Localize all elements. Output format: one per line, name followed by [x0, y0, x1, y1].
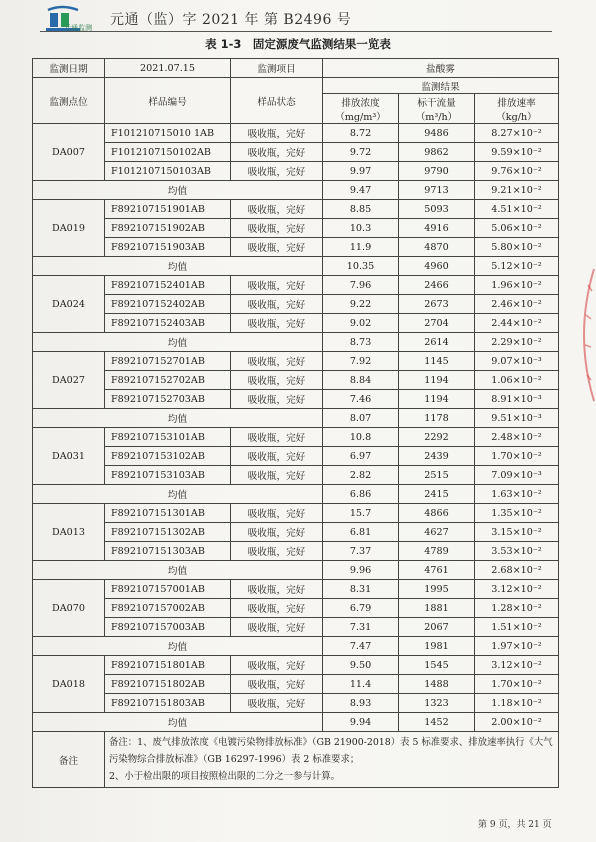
average-row	[33, 257, 559, 276]
flow: 9790	[399, 162, 475, 181]
emission-rate: 4.51×10⁻²	[475, 200, 559, 219]
table-row	[33, 428, 559, 447]
sample-number: F892107151301AB	[105, 504, 231, 523]
emission-rate: 2.44×10⁻²	[475, 314, 559, 333]
sample-state: 吸收瓶，完好	[231, 276, 323, 295]
emission-rate: 3.15×10⁻²	[475, 523, 559, 542]
header-rule	[40, 31, 552, 32]
sample-state: 吸收瓶，完好	[231, 352, 323, 371]
sample-state: 吸收瓶，完好	[231, 143, 323, 162]
emission-rate: 1.70×10⁻²	[475, 675, 559, 694]
sample-state: 吸收瓶，完好	[231, 314, 323, 333]
emission-rate: 5.80×10⁻²	[475, 238, 559, 257]
remarks-row	[33, 732, 559, 788]
flow: 1194	[399, 371, 475, 390]
average-row	[33, 713, 559, 732]
table-row	[33, 219, 559, 238]
average-rate: 9.51×10⁻³	[475, 409, 559, 428]
red-seal-stamp-icon	[568, 265, 596, 405]
concentration: 7.37	[323, 542, 399, 561]
flow: 2466	[399, 276, 475, 295]
emission-rate: 1.35×10⁻²	[475, 504, 559, 523]
concentration: 6.97	[323, 447, 399, 466]
emission-rate: 1.18×10⁻²	[475, 694, 559, 713]
sample-state: 吸收瓶，完好	[231, 124, 323, 143]
average-row	[33, 333, 559, 352]
table-row	[33, 238, 559, 257]
flow: 9862	[399, 143, 475, 162]
concentration: 7.96	[323, 276, 399, 295]
flow: 1323	[399, 694, 475, 713]
concentration: 9.22	[323, 295, 399, 314]
average-flow: 4960	[399, 257, 475, 276]
average-flow: 2614	[399, 333, 475, 352]
emission-rate: 1.51×10⁻²	[475, 618, 559, 637]
conc-header: 排放浓度 （mg/m³）	[323, 94, 399, 124]
table-row	[33, 542, 559, 561]
table-row	[33, 656, 559, 675]
emission-rate: 7.09×10⁻³	[475, 466, 559, 485]
monitoring-point: DA024	[33, 276, 105, 333]
average-flow: 1178	[399, 409, 475, 428]
monitoring-point: DA018	[33, 656, 105, 713]
flow: 9486	[399, 124, 475, 143]
average-row	[33, 637, 559, 656]
average-concentration: 8.73	[323, 333, 399, 352]
emission-rate: 1.06×10⁻²	[475, 371, 559, 390]
sample-state: 吸收瓶，完好	[231, 504, 323, 523]
concentration: 8.85	[323, 200, 399, 219]
flow: 1194	[399, 390, 475, 409]
flow: 2704	[399, 314, 475, 333]
flow: 1488	[399, 675, 475, 694]
concentration: 2.82	[323, 466, 399, 485]
flow: 2515	[399, 466, 475, 485]
flow: 1881	[399, 599, 475, 618]
flow: 1545	[399, 656, 475, 675]
average-rate: 1.63×10⁻²	[475, 485, 559, 504]
average-label: 均值	[33, 561, 323, 580]
emission-rate: 5.06×10⁻²	[475, 219, 559, 238]
sample-number: F892107157003AB	[105, 618, 231, 637]
average-label: 均值	[33, 333, 323, 352]
table-row	[33, 162, 559, 181]
average-concentration: 9.96	[323, 561, 399, 580]
date-label: 监测日期	[33, 59, 105, 78]
average-row	[33, 485, 559, 504]
table-row	[33, 276, 559, 295]
concentration: 9.72	[323, 143, 399, 162]
sample-number: F892107153103AB	[105, 466, 231, 485]
sample-state: 吸收瓶，完好	[231, 542, 323, 561]
sample-number: F892107152402AB	[105, 295, 231, 314]
sample-state: 吸收瓶，完好	[231, 466, 323, 485]
remarks-text	[105, 732, 559, 788]
concentration: 11.9	[323, 238, 399, 257]
sample-number: F892107151802AB	[105, 675, 231, 694]
date-value: 2021.07.15	[105, 59, 231, 78]
flow: 5093	[399, 200, 475, 219]
sample-no-header: 样品编号	[105, 78, 231, 124]
average-concentration: 7.47	[323, 637, 399, 656]
sample-state: 吸收瓶，完好	[231, 428, 323, 447]
emission-rate: 9.59×10⁻²	[475, 143, 559, 162]
table-row	[33, 124, 559, 143]
average-label: 均值	[33, 181, 323, 200]
average-flow: 1981	[399, 637, 475, 656]
average-rate: 5.12×10⁻²	[475, 257, 559, 276]
sample-state: 吸收瓶，完好	[231, 390, 323, 409]
sample-state: 吸收瓶，完好	[231, 371, 323, 390]
average-flow: 1452	[399, 713, 475, 732]
sample-state: 吸收瓶，完好	[231, 162, 323, 181]
monitoring-point: DA007	[33, 124, 105, 181]
average-rate: 2.68×10⁻²	[475, 561, 559, 580]
average-rate: 9.21×10⁻²	[475, 181, 559, 200]
concentration: 7.46	[323, 390, 399, 409]
average-label: 均值	[33, 637, 323, 656]
table-row	[33, 580, 559, 599]
sample-number: F892107152703AB	[105, 390, 231, 409]
concentration: 6.81	[323, 523, 399, 542]
sample-state: 吸收瓶，完好	[231, 238, 323, 257]
emission-rate: 2.46×10⁻²	[475, 295, 559, 314]
average-concentration: 8.07	[323, 409, 399, 428]
average-concentration: 9.47	[323, 181, 399, 200]
remarks-line-1: 备注：1、废气排放浓度《电镀污染物排放标准》（GB 21900-2018）表 5 标准要求、排放速率执行《大气污染物综合排放标准》（GB 16297-1996）表 2 标准要求；	[109, 737, 553, 765]
average-rate: 2.00×10⁻²	[475, 713, 559, 732]
flow-header: 标干流量 （m³/h）	[399, 94, 475, 124]
average-rate: 1.97×10⁻²	[475, 637, 559, 656]
sample-number: F892107151801AB	[105, 656, 231, 675]
flow: 2292	[399, 428, 475, 447]
table-row	[33, 675, 559, 694]
sample-number: F892107153102AB	[105, 447, 231, 466]
flow: 2439	[399, 447, 475, 466]
results-table	[32, 58, 559, 788]
item-label: 监测项目	[231, 59, 323, 78]
emission-rate: 1.70×10⁻²	[475, 447, 559, 466]
sample-number: F892107151303AB	[105, 542, 231, 561]
monitoring-point: DA013	[33, 504, 105, 561]
sample-number: F892107153101AB	[105, 428, 231, 447]
table-row	[33, 618, 559, 637]
average-concentration: 6.86	[323, 485, 399, 504]
table-row	[33, 390, 559, 409]
flow: 4627	[399, 523, 475, 542]
sample-number: F892107152401AB	[105, 276, 231, 295]
emission-rate: 2.48×10⁻²	[475, 428, 559, 447]
sample-number: F892107152701AB	[105, 352, 231, 371]
results-header: 监测结果	[323, 78, 559, 94]
sample-number: F1012107150103AB	[105, 162, 231, 181]
emission-rate: 9.76×10⁻²	[475, 162, 559, 181]
emission-rate: 8.27×10⁻²	[475, 124, 559, 143]
flow: 1145	[399, 352, 475, 371]
average-concentration: 10.35	[323, 257, 399, 276]
header-row-1	[33, 78, 559, 94]
emission-rate: 3.12×10⁻²	[475, 656, 559, 675]
concentration: 9.97	[323, 162, 399, 181]
remarks-label: 备注	[33, 732, 105, 788]
sample-state: 吸收瓶，完好	[231, 219, 323, 238]
average-flow: 9713	[399, 181, 475, 200]
concentration: 8.84	[323, 371, 399, 390]
average-row	[33, 409, 559, 428]
table-row	[33, 143, 559, 162]
point-header: 监测点位	[33, 78, 105, 124]
monitoring-point: DA019	[33, 200, 105, 257]
concentration: 7.92	[323, 352, 399, 371]
table-row	[33, 352, 559, 371]
average-row	[33, 561, 559, 580]
sample-number: F892107151302AB	[105, 523, 231, 542]
sample-state: 吸收瓶，完好	[231, 599, 323, 618]
concentration: 10.8	[323, 428, 399, 447]
average-flow: 4761	[399, 561, 475, 580]
sample-number: F101210715010 1AB	[105, 124, 231, 143]
table-row	[33, 371, 559, 390]
item-value: 盐酸雾	[323, 59, 559, 78]
sample-number: F892107151803AB	[105, 694, 231, 713]
meta-row	[33, 59, 559, 78]
emission-rate: 1.96×10⁻²	[475, 276, 559, 295]
sample-state-header: 样品状态	[231, 78, 323, 124]
average-flow: 2415	[399, 485, 475, 504]
emission-rate: 8.91×10⁻³	[475, 390, 559, 409]
average-row	[33, 181, 559, 200]
concentration: 8.31	[323, 580, 399, 599]
concentration: 15.7	[323, 504, 399, 523]
sample-number: F892107151901AB	[105, 200, 231, 219]
concentration: 7.31	[323, 618, 399, 637]
table-row	[33, 447, 559, 466]
sample-number: F892107152702AB	[105, 371, 231, 390]
table-row	[33, 200, 559, 219]
sample-number: F892107151903AB	[105, 238, 231, 257]
average-label: 均值	[33, 713, 323, 732]
average-concentration: 9.94	[323, 713, 399, 732]
sample-number: F892107157001AB	[105, 580, 231, 599]
table-row	[33, 599, 559, 618]
table-row	[33, 314, 559, 333]
table-row	[33, 523, 559, 542]
monitoring-point: DA027	[33, 352, 105, 409]
emission-rate: 3.12×10⁻²	[475, 580, 559, 599]
emission-rate: 3.53×10⁻²	[475, 542, 559, 561]
flow: 4866	[399, 504, 475, 523]
concentration: 9.02	[323, 314, 399, 333]
sample-state: 吸收瓶，完好	[231, 580, 323, 599]
concentration: 6.79	[323, 599, 399, 618]
table-row	[33, 295, 559, 314]
sample-number: F892107157002AB	[105, 599, 231, 618]
sample-state: 吸收瓶，完好	[231, 618, 323, 637]
sample-state: 吸收瓶，完好	[231, 447, 323, 466]
concentration: 10.3	[323, 219, 399, 238]
table-row	[33, 694, 559, 713]
monitoring-point: DA070	[33, 580, 105, 637]
remarks-line-2: 2、小于检出限的项目按照检出限的二分之一参与计算。	[109, 771, 340, 782]
sample-number: F892107152403AB	[105, 314, 231, 333]
sample-state: 吸收瓶，完好	[231, 523, 323, 542]
sample-state: 吸收瓶，完好	[231, 200, 323, 219]
monitoring-point: DA031	[33, 428, 105, 485]
average-label: 均值	[33, 257, 323, 276]
emission-rate: 1.28×10⁻²	[475, 599, 559, 618]
average-label: 均值	[33, 409, 323, 428]
concentration: 8.93	[323, 694, 399, 713]
sample-number: F892107151902AB	[105, 219, 231, 238]
sample-number: F1012107150102AB	[105, 143, 231, 162]
flow: 4916	[399, 219, 475, 238]
concentration: 11.4	[323, 675, 399, 694]
concentration: 9.50	[323, 656, 399, 675]
page-footer: 第 9 页，共 21 页	[478, 820, 552, 830]
emission-rate: 9.07×10⁻³	[475, 352, 559, 371]
document-number: 元通（监）字 2021 年 第 B2496 号	[110, 12, 352, 28]
flow: 2067	[399, 618, 475, 637]
concentration: 8.72	[323, 124, 399, 143]
average-label: 均值	[33, 485, 323, 504]
flow: 4870	[399, 238, 475, 257]
table-row	[33, 466, 559, 485]
sample-state: 吸收瓶，完好	[231, 295, 323, 314]
sample-state: 吸收瓶，完好	[231, 694, 323, 713]
rate-header: 排放速率 （kg/h）	[475, 94, 559, 124]
sample-state: 吸收瓶，完好	[231, 656, 323, 675]
sample-state: 吸收瓶，完好	[231, 675, 323, 694]
table-title: 表 1-3 固定源废气监测结果一览表	[205, 37, 391, 51]
flow: 1995	[399, 580, 475, 599]
average-rate: 2.29×10⁻²	[475, 333, 559, 352]
flow: 4789	[399, 542, 475, 561]
table-row	[33, 504, 559, 523]
logo-text: 元通监测	[64, 24, 92, 32]
flow: 2673	[399, 295, 475, 314]
